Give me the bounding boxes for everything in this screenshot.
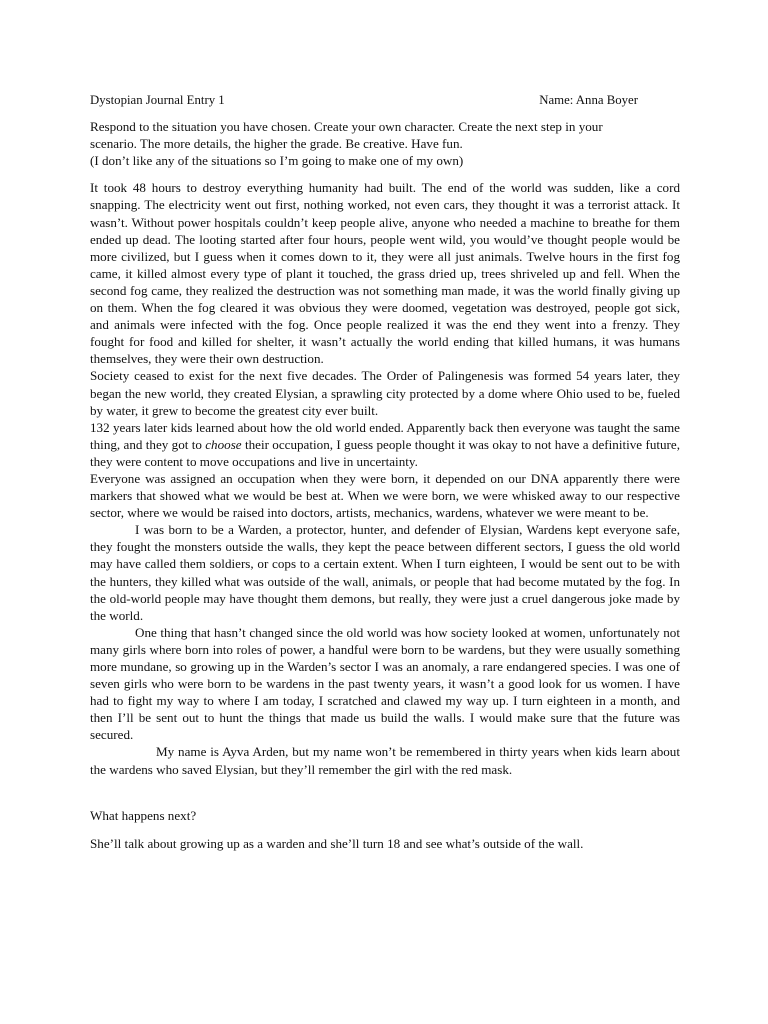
story-paragraph-2: Society ceased to exist for the next five decades. The Order of Palingenesis was formed 54 years later, they began the new world, they created Elysian, a sprawling city protected by a dome where Ohio used to be, fueled by water, it grew to become the greatest city ever built. <box>90 368 680 418</box>
paragraph-3-text-start: 132 years later kids learned about how the old world ended. Apparently back then everyone was taught the same thing, and they got to <box>90 419 680 452</box>
story-paragraph-3 <box>90 419 680 470</box>
journal-page <box>90 92 680 852</box>
paragraph-3-text-end: their occupation, I guess people thought it was okay to not have a definitive future, they were content to move occupations and live in uncertainty. <box>90 436 680 469</box>
story-paragraph-1: It took 48 hours to destroy everything humanity had built. The end of the world was sudden, like a cord snapping. The electricity went out first, nothing worked, not even cars, they thought it was a terrorist attack. It wasn’t. Without power hospitals couldn’t keep people alive, anyone who needed a machine to breathe for them ended up dead. The looting started after four hours, people went wild, you would’ve thought people would be more civilized, but I guess when it comes down to it, they were all just animals. Twelve hours in the first fog came, it killed almost every type of plant it touched, the grass dried up, trees shriveled up and fell. When the second fog came, they realized the destruction was not something man made, it was the world finally giving up on them. When the fog cleared it was obvious they were doomed, vegetation was destroyed, people got sick, and animals were infected with the fog. Once people realized it was the end they went into a frenzy. They fought for food and killed for shelter, it wasn’t actually the world ending that killed humans, it was humans themselves, they were their own destruction. <box>90 180 680 367</box>
next-step-section <box>90 807 680 852</box>
story-body <box>90 179 680 777</box>
page-header <box>90 92 680 109</box>
story-paragraph-5: I was born to be a Warden, a protector, hunter, and defender of Elysian, Wardens kept everyone safe, they fought the monsters outside the walls, they kept the peace between different sectors, I guess the old world may have called them soldiers, or cops to a certain extent. When I turn eighteen, I would be sent out to be with the hunters, they killed what was outside of the wall, animals, or people that had become mutated by the fog. In the old-world people may have thought them demons, but really, they were just a cruel dangerous joke made by the world. <box>90 522 680 623</box>
story-paragraph-6: One thing that hasn’t changed since the old world was how society looked at women, unfortunately not many girls where born into roles of power, a handful were born to be wardens, but they were usually something more mundane, so growing up in the Warden’s sector I was an anomaly, a rare endangered species. I was one of seven girls who were born to be wardens in the past twenty years, it wasn’t a good look for us women. I have had to fight my way to where I am today, I scratched and clawed my way up. I turn eighteen in a month, and then I’ll be sent out to hunt the things that made us build the walls. I would make sure that the future was secured. <box>90 624 680 743</box>
author-name: Name: Anna Boyer <box>539 93 638 107</box>
prompt-line-1: Respond to the situation you have chosen. Create your own character. Create the next step in your <box>90 119 603 135</box>
next-step-question: What happens next? <box>90 807 197 823</box>
prompt-line-3: (I don’t like any of the situations so I’m going to make one of my own) <box>90 153 464 169</box>
journal-title: Dystopian Journal Entry 1 <box>90 93 225 107</box>
prompt-line-2: scenario. The more details, the higher the grade. Be creative. Have fun. <box>90 136 463 152</box>
emphasized-word: choose <box>205 436 242 452</box>
story-paragraph-4: Everyone was assigned an occupation when they were born, it depended on our DNA apparently there were markers that showed what we would be best at. When we were born, we were whisked away to our respective sector, where we would be raised into doctors, artists, mechanics, wardens, whatever we were meant to be. <box>90 470 680 521</box>
story-paragraph-7: My name is Ayva Arden, but my name won’t be remembered in thirty years when kids learn about the wardens who saved Elysian, but they’ll remember the girl with the red mask. <box>90 744 680 777</box>
next-step-answer: She’ll talk about growing up as a warden and she’ll turn 18 and see what’s outside of the wall. <box>90 835 584 851</box>
assignment-prompt <box>90 118 680 169</box>
